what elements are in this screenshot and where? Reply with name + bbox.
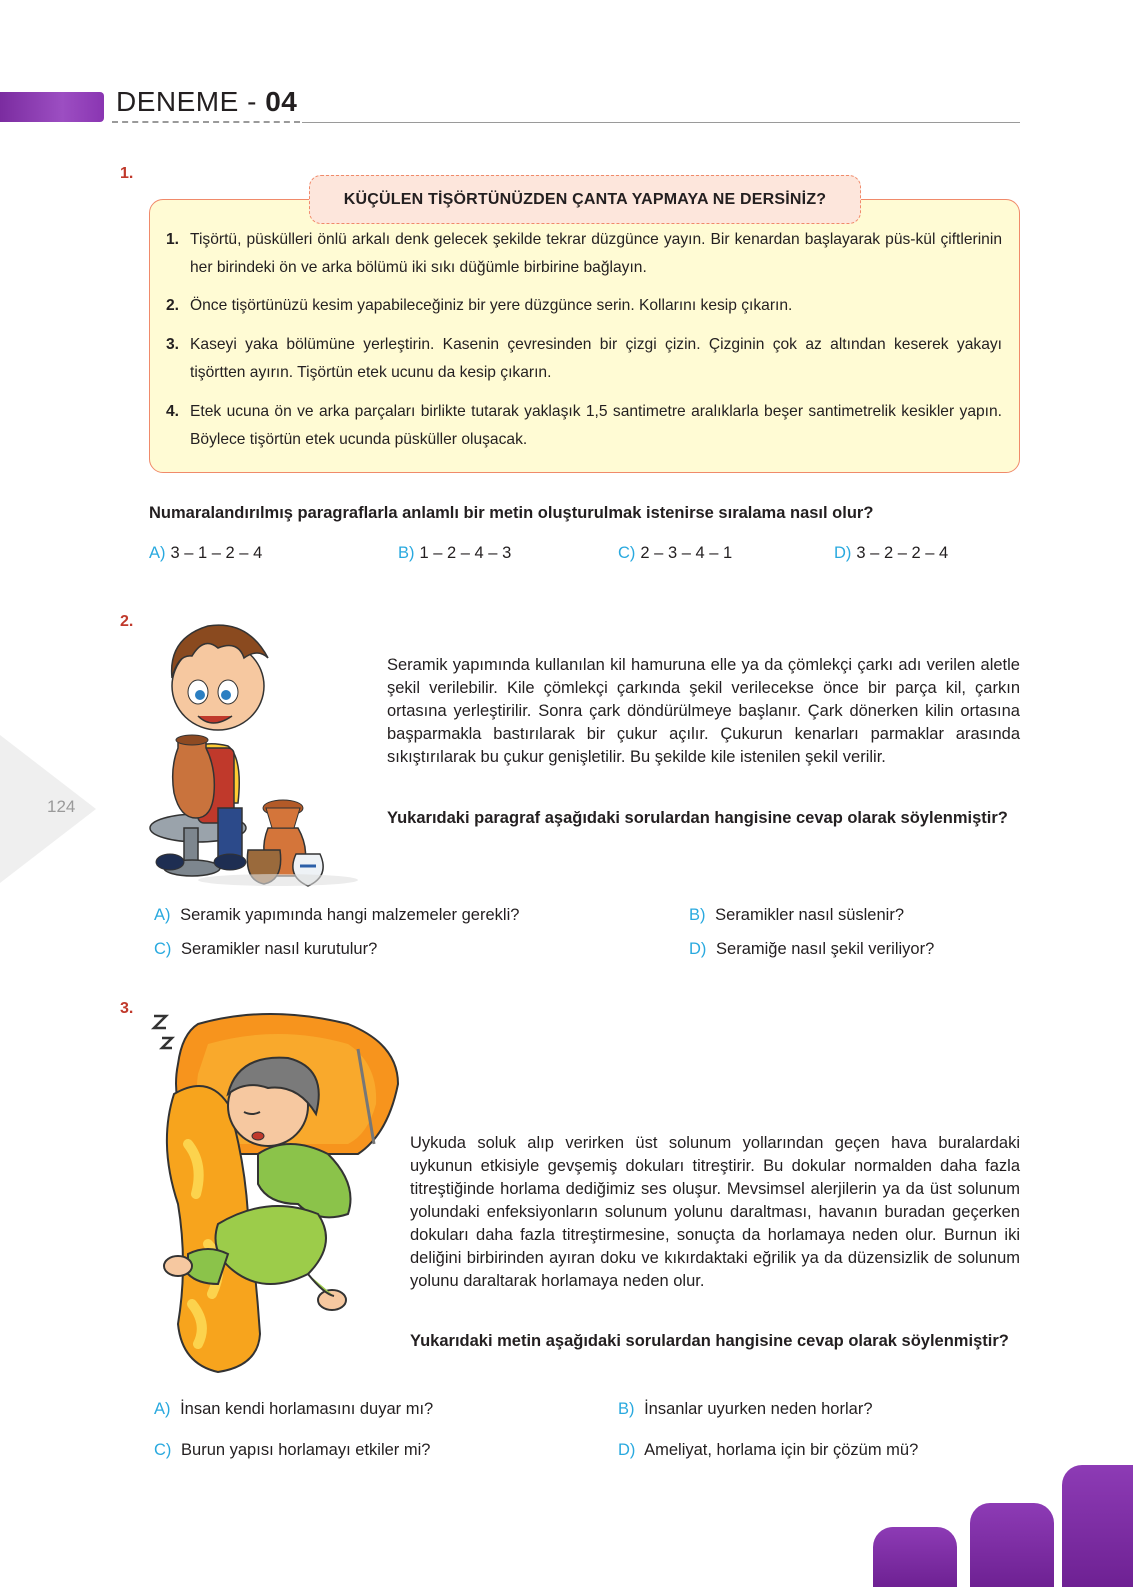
header-accent-bar bbox=[0, 92, 104, 122]
title-underline bbox=[302, 122, 1020, 123]
step-number: 2. bbox=[166, 297, 180, 314]
option-letter: C) bbox=[618, 544, 636, 562]
sleeping-boy-illustration bbox=[148, 1004, 410, 1382]
page-number: 124 bbox=[47, 797, 76, 816]
step-number: 1. bbox=[166, 231, 180, 248]
option-letter: C) bbox=[154, 940, 172, 958]
option-letter: A) bbox=[154, 906, 171, 924]
option-letter: A) bbox=[154, 1400, 171, 1418]
page-title: DENEME - 04 bbox=[116, 86, 298, 117]
question-number: 1. bbox=[120, 165, 134, 182]
option-d[interactable] bbox=[689, 940, 934, 959]
step-number: 3. bbox=[166, 336, 180, 353]
boy-pottery-illustration bbox=[148, 618, 360, 896]
option-text: İnsan kendi horlamasını duyar mı? bbox=[180, 1400, 434, 1418]
question-stem: Yukarıdaki metin aşağıdaki sorulardan hangisine cevap olarak söylenmiştir? bbox=[410, 1332, 1009, 1350]
passage-text: Uykuda soluk alıp verirken üst solunum yollarından geçen hava buralardaki uykunun etkisiyle gevşemiş dokuları titreştirir. Bu dokular normalden daha fazla titreştiğinde horlama dediğimiz ses oluşur. Mevsimsel alerjilerin ya da üst solunum yolundaki enfeksiyonların solunum yolunu daraltması, havanın buradan geçerken dokuları daha fazla titreştirmesine, sonuçta da horlamaya neden olur. Burnun iki deliğini birbirinden ayıran doku ve kıkırdaktaki eğrilik ya da düzensizlik de solunum yolunu daraltarak horlamaya neden olur. bbox=[410, 1134, 1020, 1290]
option-letter: A) bbox=[149, 544, 166, 562]
option-letter: B) bbox=[618, 1400, 635, 1418]
instruction-box-title: KÜÇÜLEN TİŞÖRTÜNÜZDEN ÇANTA YAPMAYA NE DERSİNİZ? bbox=[309, 175, 861, 224]
question-number: 3. bbox=[120, 1000, 134, 1017]
option-text: 3 – 2 – 2 – 4 bbox=[856, 544, 949, 562]
step-text: Tişörtü, püskülleri önlü arkalı denk gelecek şekilde tekrar düzgünce yayın. Bir kenardan başlayarak püs-kül çiftlerinin her birindeki ön ve arka bölümü iki sıkı düğümle birbirine bağlayın. bbox=[190, 231, 1002, 276]
instruction-step bbox=[166, 398, 1002, 454]
footer-decoration bbox=[873, 1527, 957, 1587]
option-c[interactable] bbox=[618, 544, 732, 563]
option-text: Seramikler nasıl kurutulur? bbox=[181, 940, 378, 958]
step-text: Etek ucuna ön ve arka parçaları birlikte tutarak yaklaşık 1,5 santimetre aralıklarla beşer santimetrelik kesikler yapın. Böylece tişörtün etek ucunda püsküller oluşacak. bbox=[190, 403, 1002, 448]
option-d[interactable] bbox=[618, 1441, 918, 1460]
option-letter: C) bbox=[154, 1441, 172, 1459]
question-number: 2. bbox=[120, 613, 134, 630]
option-letter: B) bbox=[398, 544, 415, 562]
question-stem: Yukarıdaki paragraf aşağıdaki sorulardan hangisine cevap olarak söylenmiştir? bbox=[387, 809, 1008, 827]
option-a[interactable] bbox=[149, 544, 262, 563]
option-text: Seramiğe nasıl şekil veriliyor? bbox=[716, 940, 935, 958]
option-text: 3 – 1 – 2 – 4 bbox=[170, 544, 263, 562]
option-text: Seramik yapımında hangi malzemeler gerekli? bbox=[180, 906, 520, 924]
passage-text: Seramik yapımında kullanılan kil hamuruna elle ya da çömlekçi çarkı adı verilen aletle şekil verilebilir. Kile çömlekçi çarkında şekil verilecekse önce bir parça kil, çarkın ortasına yerleştirilir. Sonra çark döndürülmeye başlanır. Çark dönerken kilin ortasına başparmakla bastırılarak bir çukur açılır. Çukurun kenarları parmaklar arasında sıkıştırılarak bu çukur genişletilir. Bu şekilde kile istenilen şekil verilir. bbox=[387, 656, 1020, 766]
option-text: 1 – 2 – 4 – 3 bbox=[419, 544, 512, 562]
question-stem: Numaralandırılmış paragraflarla anlamlı bir metin oluşturulmak istenirse sıralama nasıl olur? bbox=[149, 504, 874, 522]
option-a[interactable] bbox=[154, 906, 519, 925]
option-a[interactable] bbox=[154, 1400, 433, 1419]
option-b[interactable] bbox=[618, 1400, 873, 1419]
title-underline-dashed bbox=[112, 121, 300, 123]
option-letter: D) bbox=[689, 940, 707, 958]
option-text: Burun yapısı horlamayı etkiler mi? bbox=[181, 1441, 431, 1459]
option-text: Ameliyat, horlama için bir çözüm mü? bbox=[644, 1441, 919, 1459]
instruction-step bbox=[166, 226, 1002, 282]
step-number: 4. bbox=[166, 403, 180, 420]
option-text: 2 – 3 – 4 – 1 bbox=[640, 544, 733, 562]
step-text: Önce tişörtünüzü kesim yapabileceğiniz bir yere düzgünce serin. Kollarını kesip çıkarın. bbox=[190, 297, 793, 314]
option-letter: D) bbox=[618, 1441, 636, 1459]
option-b[interactable] bbox=[689, 906, 904, 925]
instruction-step bbox=[166, 331, 1002, 387]
option-b[interactable] bbox=[398, 544, 511, 563]
instruction-step bbox=[166, 292, 1002, 320]
option-text: Seramikler nasıl süslenir? bbox=[715, 906, 904, 924]
option-c[interactable] bbox=[154, 1441, 430, 1460]
option-letter: B) bbox=[689, 906, 706, 924]
option-text: İnsanlar uyurken neden horlar? bbox=[644, 1400, 873, 1418]
option-d[interactable] bbox=[834, 544, 948, 563]
footer-decoration bbox=[1062, 1465, 1133, 1587]
option-c[interactable] bbox=[154, 940, 377, 959]
step-text: Kaseyi yaka bölümüne yerleştirin. Kasenin çevresinden bir çizgi çizin. Çizginin çok az altından keserek yakayı tişörtten ayırın. Tişörtün etek ucunu da kesip çıkarın. bbox=[190, 336, 1002, 381]
option-letter: D) bbox=[834, 544, 852, 562]
footer-decoration bbox=[970, 1503, 1054, 1587]
